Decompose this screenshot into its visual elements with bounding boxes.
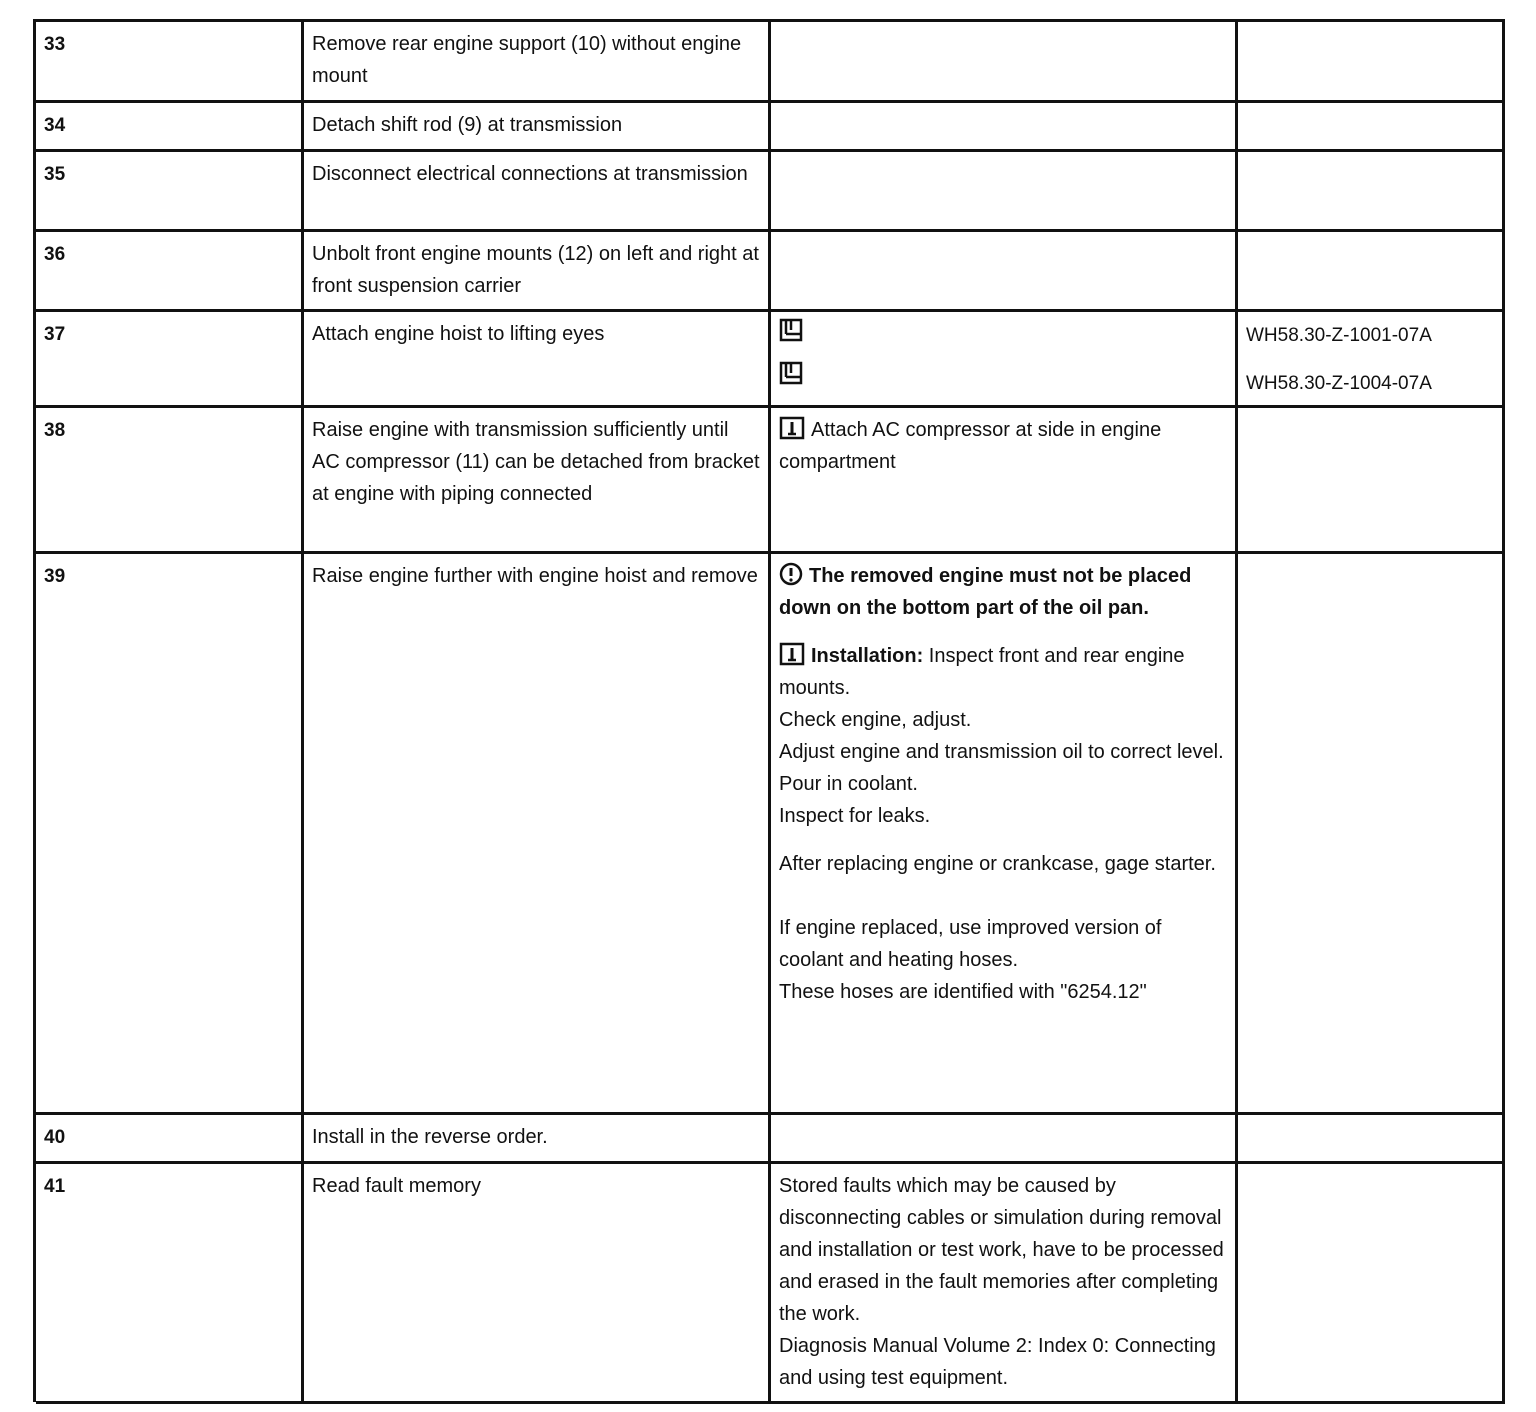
- table-row: [36, 152, 1505, 232]
- step-number: [36, 312, 304, 405]
- table-row: [36, 408, 1505, 554]
- step-number-text: 34: [44, 115, 66, 136]
- reference-cell: [1238, 312, 1505, 405]
- operation-cell: [304, 554, 771, 1112]
- operation-text: Unbolt front engine mounts (12) on left and right at front suspension carrier: [312, 243, 759, 297]
- note-line: Inspect for leaks.: [779, 805, 931, 827]
- step-number: [36, 103, 304, 149]
- operation-cell: [304, 1115, 771, 1161]
- fault-memory-note: Stored faults which may be caused by disconnecting cables or simulation during removal and installation or test work, have to be processed and erased in the fault memories after completing the work.: [779, 1175, 1224, 1325]
- step-number: [36, 232, 304, 309]
- document-reference-link[interactable]: WH58.30-Z-1001-07A: [1246, 325, 1432, 346]
- operation-text: Remove rear engine support (10) without engine mount: [312, 33, 742, 87]
- reference-cell: [1238, 1164, 1505, 1401]
- note-line: Pour in coolant.: [779, 773, 918, 795]
- notes-cell: [771, 408, 1238, 551]
- note-engine-replaced: If engine replaced, use improved version of coolant and heating hoses.: [779, 917, 1162, 971]
- table-row: [36, 22, 1505, 103]
- step-number: [36, 22, 304, 100]
- operation-cell: [304, 312, 771, 405]
- warning-text: The removed engine must not be placed down on the bottom part of the oil pan.: [779, 565, 1192, 619]
- document-reference-link[interactable]: WH58.30-Z-1004-07A: [1246, 373, 1432, 394]
- operation-cell: [304, 152, 771, 229]
- step-number: [36, 554, 304, 1112]
- operation-cell: [304, 103, 771, 149]
- operation-text: Disconnect electrical connections at transmission: [312, 163, 748, 185]
- operation-text: Install in the reverse order.: [312, 1126, 548, 1148]
- step-number: [36, 1164, 304, 1401]
- note-line: Adjust engine and transmission oil to correct level.: [779, 741, 1224, 763]
- notes-cell: [771, 554, 1238, 1112]
- notes-cell: [771, 232, 1238, 309]
- note-hoses-identified: These hoses are identified with "6254.12": [779, 981, 1147, 1003]
- table-row: [36, 312, 1505, 408]
- operation-text: Attach engine hoist to lifting eyes: [312, 323, 605, 345]
- info-icon: [779, 642, 805, 666]
- installation-note: [779, 640, 1227, 704]
- reference-cell: [1238, 103, 1505, 149]
- table-row: [36, 1115, 1505, 1164]
- operation-text: Read fault memory: [312, 1175, 481, 1197]
- step-number-text: 40: [44, 1127, 66, 1148]
- info-icon: [779, 416, 805, 440]
- installation-label: Installation:: [811, 645, 924, 667]
- operation-text: Detach shift rod (9) at transmission: [312, 114, 623, 136]
- step-number: [36, 1115, 304, 1161]
- step-number-text: 38: [44, 420, 66, 441]
- operation-cell: [304, 408, 771, 551]
- step-number-text: 35: [44, 164, 66, 185]
- notes-cell: [771, 312, 1238, 405]
- reference-cell: [1238, 232, 1505, 309]
- diagnosis-manual-reference: Diagnosis Manual Volume 2: Index 0: Connecting and using test equipment.: [779, 1335, 1216, 1389]
- warning-icon: [779, 562, 803, 586]
- reference-cell: [1238, 1115, 1505, 1161]
- reference-cell: [1238, 408, 1505, 551]
- operation-cell: [304, 1164, 771, 1401]
- table-row: [36, 103, 1505, 152]
- table-row: [36, 232, 1505, 312]
- step-number-text: 36: [44, 244, 66, 265]
- reference-cell: [1238, 22, 1505, 100]
- operation-text: Raise engine with transmission sufficiently until AC compressor (11) can be detached from bracket at engine with piping connected: [312, 419, 760, 505]
- warning-note: [779, 560, 1227, 624]
- reference-cell: [1238, 554, 1505, 1112]
- step-number-text: 41: [44, 1176, 66, 1197]
- notes-cell: [771, 103, 1238, 149]
- procedure-table: [33, 19, 1505, 1402]
- notes-cell: [771, 22, 1238, 100]
- note-text: Attach AC compressor at side in engine compartment: [779, 419, 1162, 473]
- notes-cell: [771, 1115, 1238, 1161]
- step-number: [36, 408, 304, 551]
- step-number: [36, 152, 304, 229]
- note-line: Check engine, adjust.: [779, 709, 972, 731]
- reference-cell: [1238, 152, 1505, 229]
- operation-text: Raise engine further with engine hoist and remove: [312, 565, 758, 587]
- table-row: [36, 554, 1505, 1115]
- notes-cell: [771, 152, 1238, 229]
- wiring-diagram-icon[interactable]: [779, 361, 805, 387]
- table-row: [36, 1164, 1505, 1404]
- notes-cell: [771, 1164, 1238, 1401]
- note-after-replace: After replacing engine or crankcase, gage starter.: [779, 853, 1216, 875]
- operation-cell: [304, 232, 771, 309]
- operation-cell: [304, 22, 771, 100]
- step-number-text: 37: [44, 324, 66, 345]
- step-number-text: 39: [44, 566, 66, 587]
- step-number-text: 33: [44, 34, 66, 55]
- installation-text: Inspect front and rear engine mounts.: [779, 645, 1185, 699]
- wiring-diagram-icon[interactable]: [779, 318, 805, 344]
